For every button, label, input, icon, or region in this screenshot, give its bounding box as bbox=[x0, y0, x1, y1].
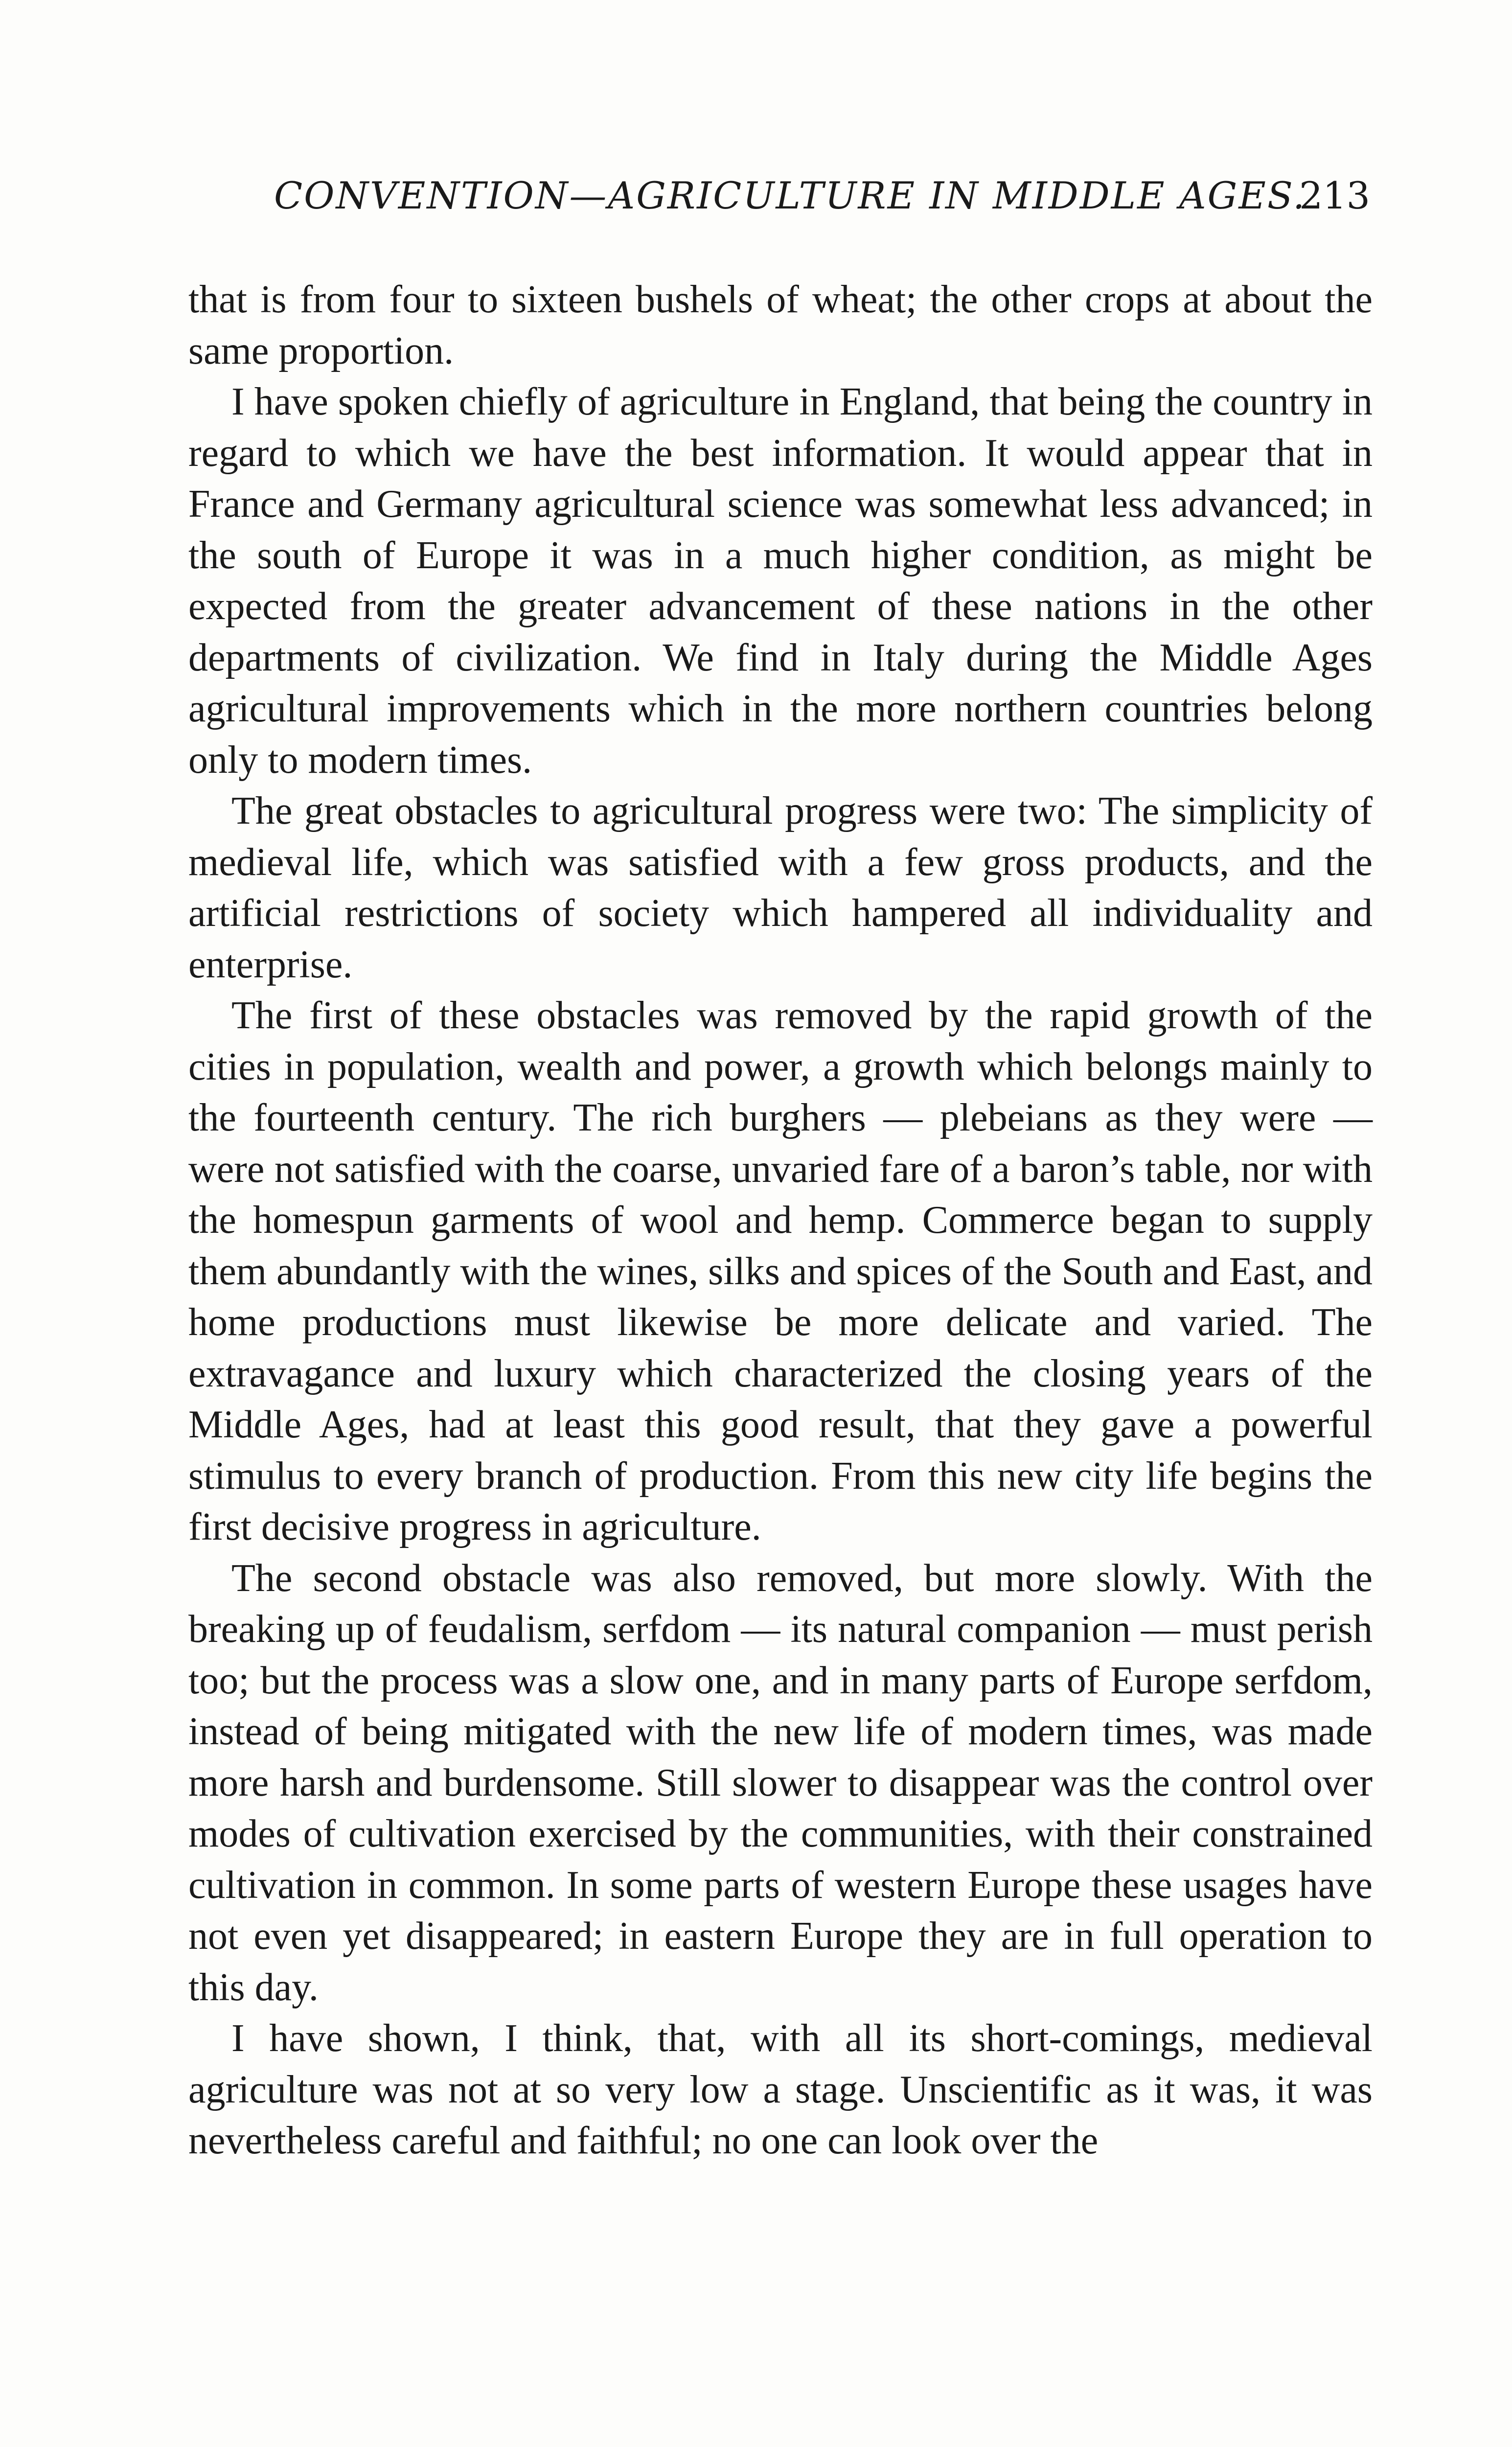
paragraph-first-obstacle: The first of these obstacles was removed by the rapid growth of the cities in population, wealth and power, a growth which belongs mainly to the fourteenth century. The rich burghers — plebeians as they were — were not satisfied with the coarse, unvaried fare of a baron’s table, nor with the homespun garments of wool and hemp. Commerce began to supply them abundantly with the wines, silks and spices of the South and East, and home productions must likewise be more delicate and varied. The extravagance and luxury which characterized the closing years of the Middle Ages, had at least this good result, that they gave a powerful stimulus to every branch of production. From this new city life begins the first decisive progress in agriculture. bbox=[188, 994, 1373, 1548]
paragraph-second-obstacle: The second obstacle was also removed, but more slowly. With the breaking up of feudalism, serfdom — its natural companion — must perish too; but the process was a slow one, and in many parts of Europe serfdom, instead of being mitigated with the new life of modern times, was made more harsh and burdensome. Still slower to disappear was the control over modes of cultivation exercised by the communities, with their constrained cultivation in common. In some parts of western Europe these usages have not even yet disappeared; in eastern Europe they are in full operation to this day. bbox=[188, 1556, 1373, 2009]
paragraph-agriculture-england: I have spoken chiefly of agriculture in England, that being the country in regard to which we have the best information. It would appear that in France and Germany agricultural science was somewhat less advanced; in the south of Europe it was in a much higher condition, as might be expected from the greater advancement of these nations in the other departments of civilization. We find in Italy during the Middle Ages agricultural improvements which in the more northern countries belong only to modern times. bbox=[188, 380, 1373, 782]
paragraph-great-obstacles: The great obstacles to agricultural progress were two: The simplicity of medieval life, which was satisfied with a few gross products, and the artificial restrictions of society which hampered all individuality and enterprise. bbox=[188, 789, 1373, 986]
paragraph-conclusion: I have shown, I think, that, with all its short-comings, medieval agriculture was not at so very low a stage. Unscientific as it was, it was nevertheless careful and faithful; no one can look over the bbox=[188, 2017, 1373, 2162]
page-number: 213 bbox=[1299, 174, 1370, 217]
running-title: CONVENTION—AGRICULTURE IN MIDDLE AGES. bbox=[274, 174, 1306, 217]
body-text bbox=[188, 274, 1373, 2167]
running-head bbox=[274, 172, 1370, 219]
paragraph-continuation: that is from four to sixteen bushels of wheat; the other crops at about the same proportion. bbox=[188, 278, 1373, 372]
